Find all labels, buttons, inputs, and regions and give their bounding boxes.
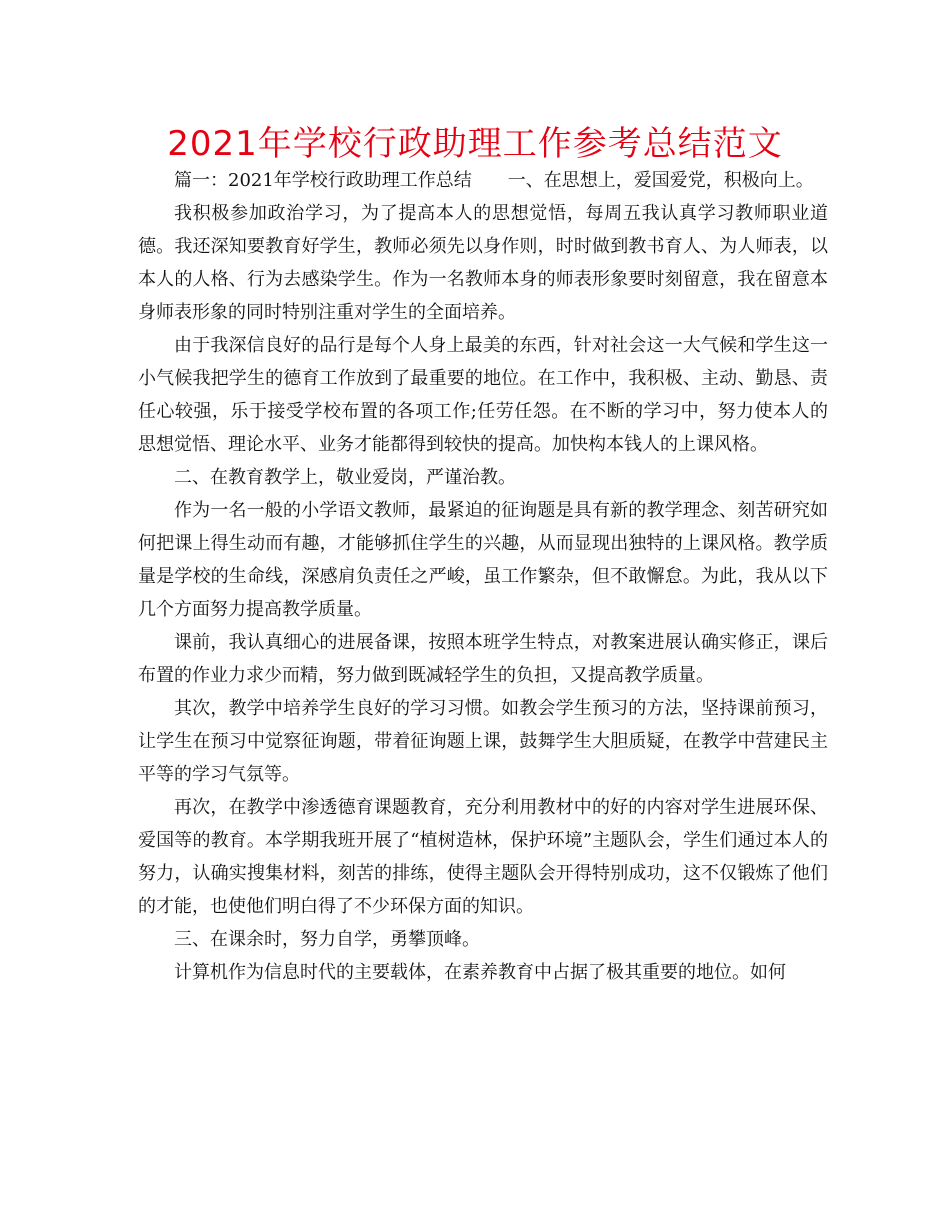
paragraph-9: 三、在课余时，努力自学，勇攀顶峰。 xyxy=(174,929,480,950)
paragraph-10: 计算机作为信息时代的主要载体，在素养教育中占据了极其重要的地位。如何 xyxy=(174,962,786,983)
document-body xyxy=(138,164,828,989)
document-title: 2021年学校行政助理工作参考总结范文 xyxy=(167,124,783,164)
paragraph-1: 篇一：2021年学校行政助理工作总结 一、在思想上，爱国爱党，积极向上。 xyxy=(174,170,814,191)
paragraph-2: 我积极参加政治学习，为了提高本人的思想觉悟，每周五我认真学习教师职业道德。我还深知要教育好学生，教师必须先以身作则，时时做到教书育人、为人师表，以本人的人格、行为去感染学生。作为一名教师本身的师表形象要时刻留意，我在留意本身师表形象的同时特别注重对学生的全面培养。 xyxy=(138,203,828,323)
paragraph-6: 课前，我认真细心的进展备课，按照本班学生特点，对教案进展认确实修正，课后布置的作业力求少而精，努力做到既减轻学生的负担，又提高教学质量。 xyxy=(138,632,828,686)
paragraph-4: 二、在教育教学上，敬业爱岗，严谨治教。 xyxy=(174,467,516,488)
paragraph-7: 其次，教学中培养学生良好的学习习惯。如教会学生预习的方法，坚持课前预习，让学生在预习中觉察征询题，带着征询题上课，鼓舞学生大胆质疑，在教学中营建民主平等的学习气氛等。 xyxy=(138,698,828,785)
paragraph-5: 作为一名一般的小学语文教师，最紧迫的征询题是具有新的教学理念、刻苦研究如何把课上得生动而有趣，才能够抓住学生的兴趣，从而显现出独特的上课风格。教学质量是学校的生命线，深感肩负责任之严峻，虽工作繁杂，但不敢懈怠。为此，我从以下几个方面努力提高教学质量。 xyxy=(138,500,828,620)
paragraph-3: 由于我深信良好的品行是每个人身上最美的东西，针对社会这一大气候和学生这一小气候我把学生的德育工作放到了最重要的地位。在工作中，我积极、主动、勤恳、责任心较强，乐于接受学校布置的各项工作;任劳任怨。在不断的学习中，努力使本人的思想觉悟、理论水平、业务才能都得到较快的提高。加快构本钱人的上课风格。 xyxy=(138,335,828,455)
paragraph-8: 再次，在教学中渗透德育课题教育，充分利用教材中的好的内容对学生进展环保、爱国等的教育。本学期我班开展了“植树造林，保护环境”主题队会，学生们通过本人的努力，认确实搜集材料，刻苦的排练，使得主题队会开得特别成功，这不仅锻炼了他们的才能，也使他们明白得了不少环保方面的知识。 xyxy=(138,797,828,917)
